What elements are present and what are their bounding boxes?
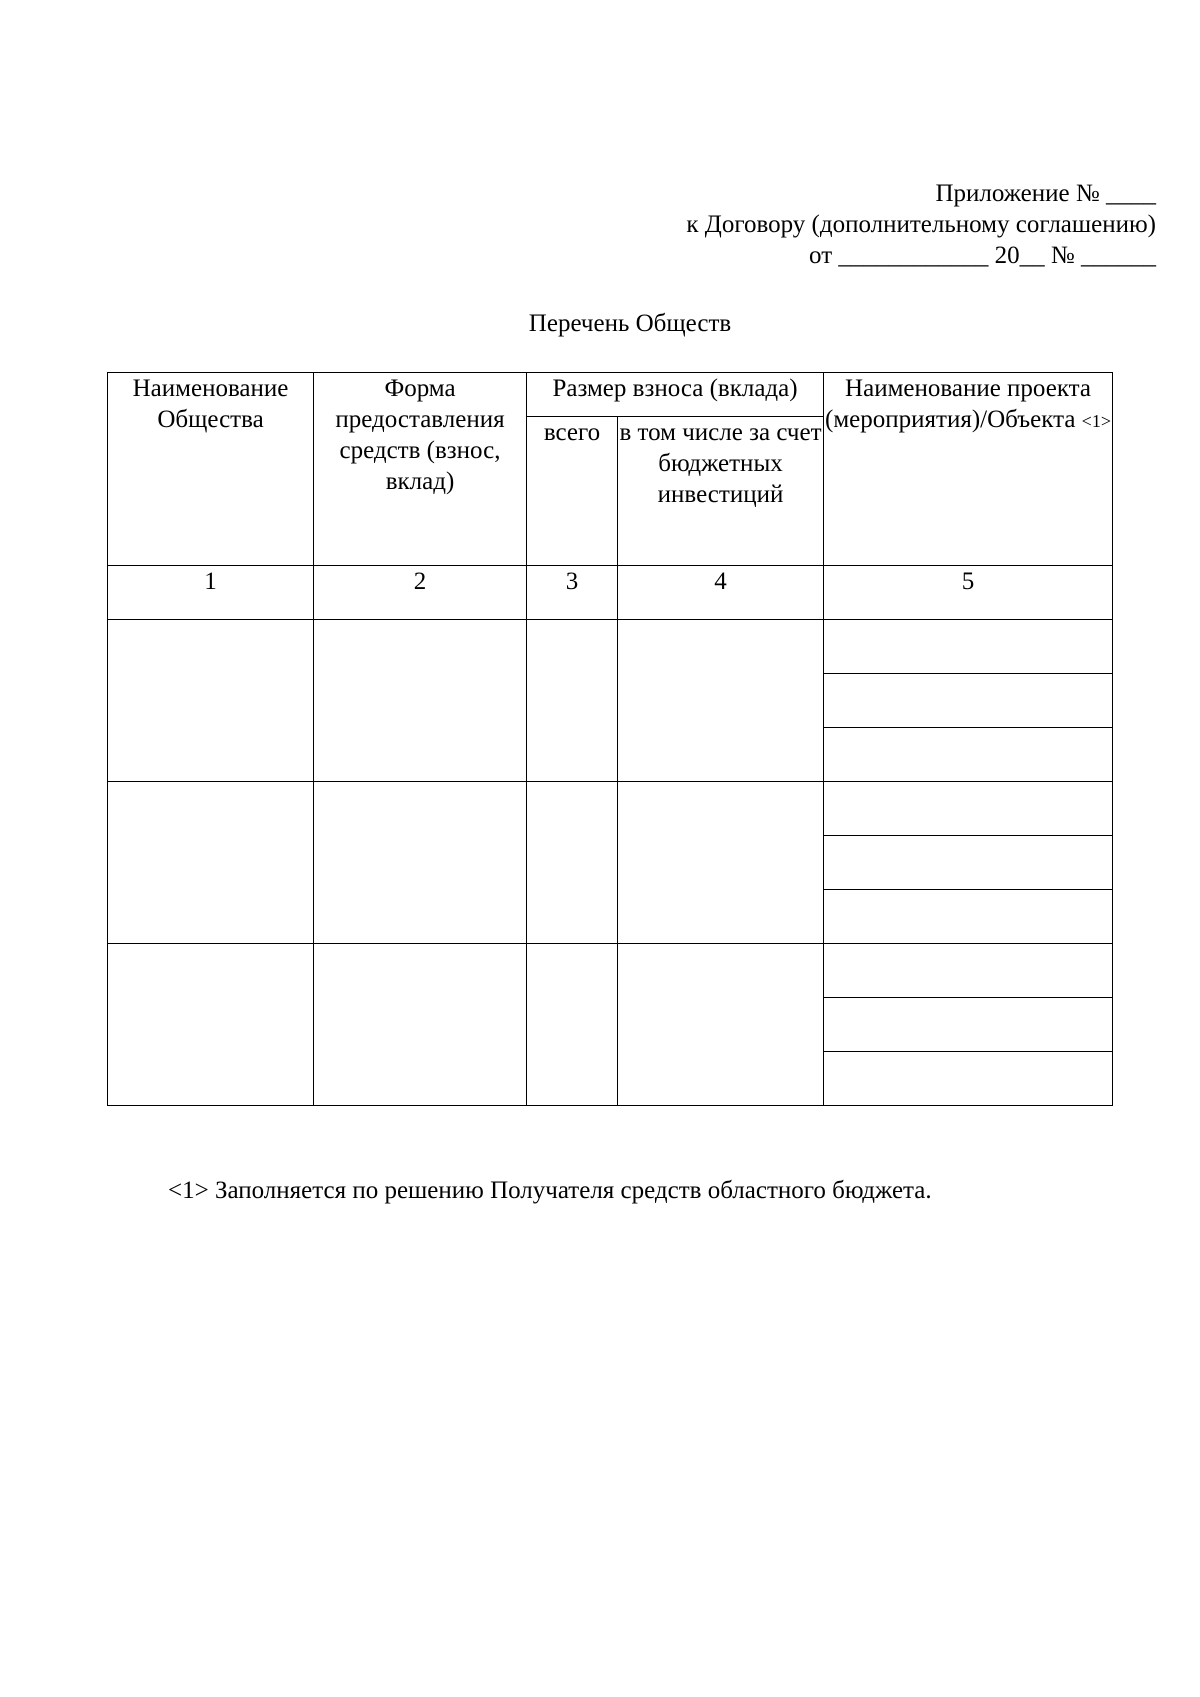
funding-form-cell[interactable] [314, 944, 527, 1106]
society-name-cell[interactable] [108, 620, 314, 782]
project-subrow[interactable] [824, 782, 1112, 836]
project-subrow[interactable] [824, 836, 1112, 890]
column-number-1: 1 [108, 566, 314, 620]
project-subrow[interactable] [824, 674, 1112, 728]
project-subrow[interactable] [824, 620, 1112, 674]
document-title: Перечень Обществ [528, 310, 732, 337]
appendix-date-line: от ____________ 20__ № ______ [809, 242, 1156, 269]
total-cell[interactable] [527, 782, 618, 944]
project-subrow[interactable] [824, 890, 1112, 944]
header-project-name [824, 373, 1113, 566]
funding-form-cell[interactable] [314, 782, 527, 944]
project-subrow[interactable] [824, 1052, 1112, 1106]
appendix-header [556, 178, 1156, 271]
header-society-name: Наименование Общества [108, 373, 314, 566]
project-subrow[interactable] [824, 944, 1112, 998]
project-subtable [824, 944, 1112, 1105]
project-subrow[interactable] [824, 998, 1112, 1052]
table-row [108, 782, 1113, 944]
project-subtable [824, 782, 1112, 943]
project-cell [824, 620, 1113, 782]
column-number-2: 2 [314, 566, 527, 620]
header-total: всего [527, 417, 618, 566]
budget-investments-cell[interactable] [618, 944, 824, 1106]
column-number-3: 3 [527, 566, 618, 620]
appendix-number-line: Приложение № ____ [935, 180, 1156, 207]
project-cell [824, 944, 1113, 1106]
society-name-cell[interactable] [108, 782, 314, 944]
project-subrow[interactable] [824, 728, 1112, 782]
budget-investments-cell[interactable] [618, 782, 824, 944]
column-number-row [108, 566, 1113, 620]
header-contribution-size: Размер взноса (вклада) [527, 373, 824, 417]
header-budget-investments: в том числе за счет бюджетных инвестиций [618, 417, 824, 566]
project-cell [824, 782, 1113, 944]
funding-form-cell[interactable] [314, 620, 527, 782]
table-header-row [108, 373, 1113, 417]
header-funding-form: Форма предоставления средств (взнос, вклад) [314, 373, 527, 566]
table-row [108, 620, 1113, 782]
column-number-4: 4 [618, 566, 824, 620]
society-name-cell[interactable] [108, 944, 314, 1106]
table-row [108, 944, 1113, 1106]
total-cell[interactable] [527, 944, 618, 1106]
budget-investments-cell[interactable] [618, 620, 824, 782]
project-subtable [824, 620, 1112, 781]
header-project-footnote-ref: <1> [1081, 411, 1111, 431]
total-cell[interactable] [527, 620, 618, 782]
societies-table [107, 372, 1113, 1106]
appendix-contract-line: к Договору (дополнительному соглашению) [686, 211, 1156, 238]
footnote: <1> Заполняется по решению Получателя средств областного бюджета. [168, 1177, 932, 1204]
header-project-name-text: Наименование проекта (мероприятия)/Объекта [825, 375, 1091, 433]
column-number-5: 5 [824, 566, 1113, 620]
